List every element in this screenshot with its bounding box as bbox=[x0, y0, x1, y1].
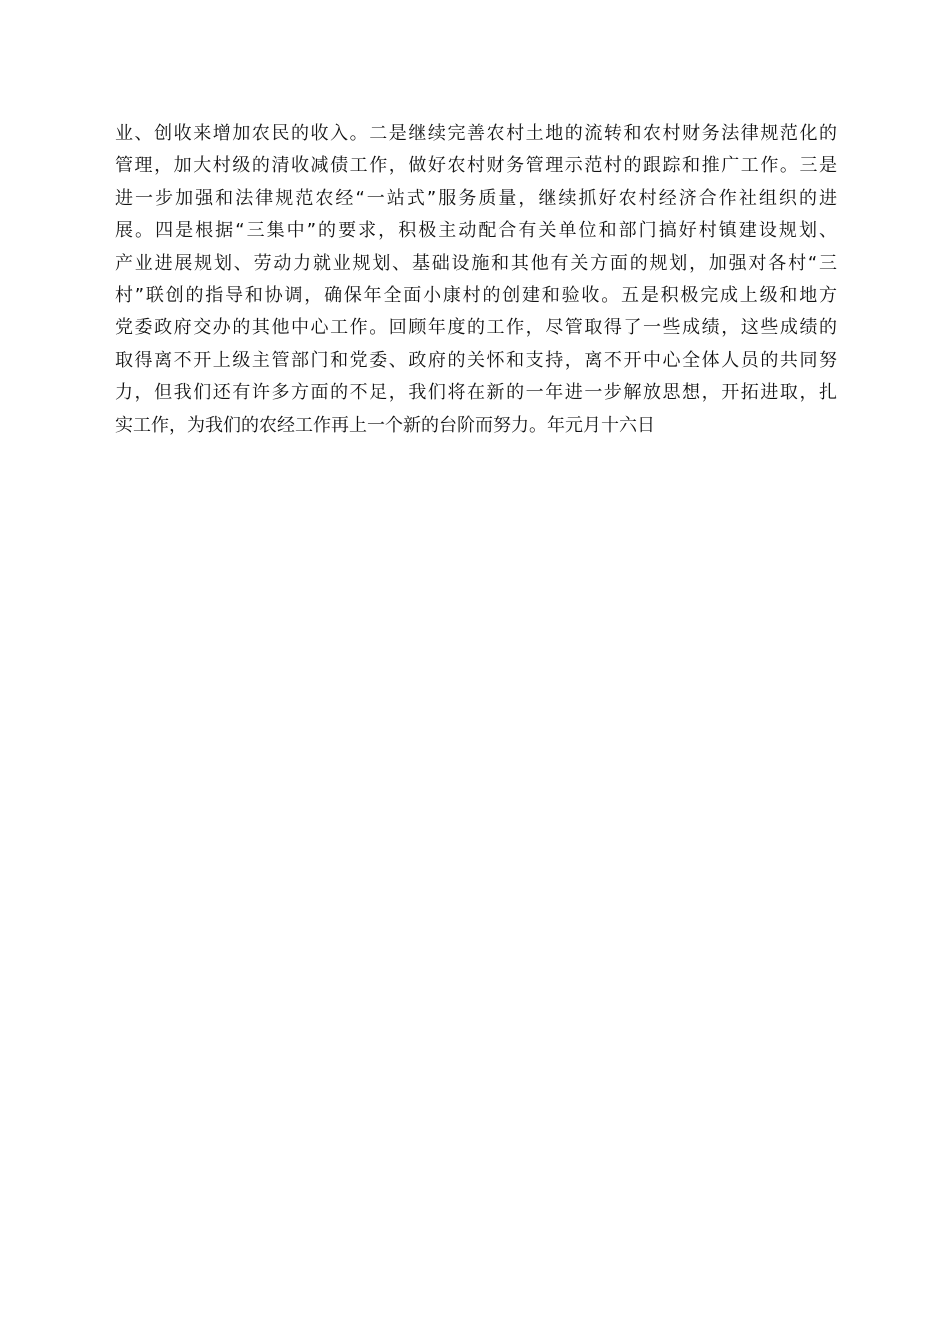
text-line-9: 力，但我们还有许多方面的不足，我们将在新的一年进一步解放思想，开拓进取，扎 bbox=[115, 382, 837, 404]
text-line-10: 实工作，为我们的农经工作再上一个新的台阶而努力。年元月十六日 bbox=[115, 414, 655, 436]
text-line-2: 管理，加大村级的清收减债工作，做好农村财务管理示范村的跟踪和推广工作。三是 bbox=[115, 155, 837, 177]
text-line-8: 取得离不开上级主管部门和党委、政府的关怀和支持，离不开中心全体人员的共同努 bbox=[115, 349, 837, 371]
text-line-4: 展。四是根据“三集中”的要求，积极主动配合有关单位和部门搞好村镇建设规划、 bbox=[115, 220, 837, 242]
text-line-7: 党委政府交办的其他中心工作。回顾年度的工作，尽管取得了一些成绩，这些成绩的 bbox=[115, 317, 837, 339]
text-line-6: 村”联创的指导和协调，确保年全面小康村的创建和验收。五是积极完成上级和地方 bbox=[115, 285, 837, 307]
body-paragraph bbox=[115, 118, 837, 442]
text-line-3: 进一步加强和法律规范农经“一站式”服务质量，继续抓好农村经济合作社组织的进 bbox=[115, 187, 837, 209]
text-line-5: 产业进展规划、劳动力就业规划、基础设施和其他有关方面的规划，加强对各村“三 bbox=[115, 252, 837, 274]
text-line-1: 业、创收来增加农民的收入。二是继续完善农村土地的流转和农村财务法律规范化的 bbox=[115, 123, 837, 144]
